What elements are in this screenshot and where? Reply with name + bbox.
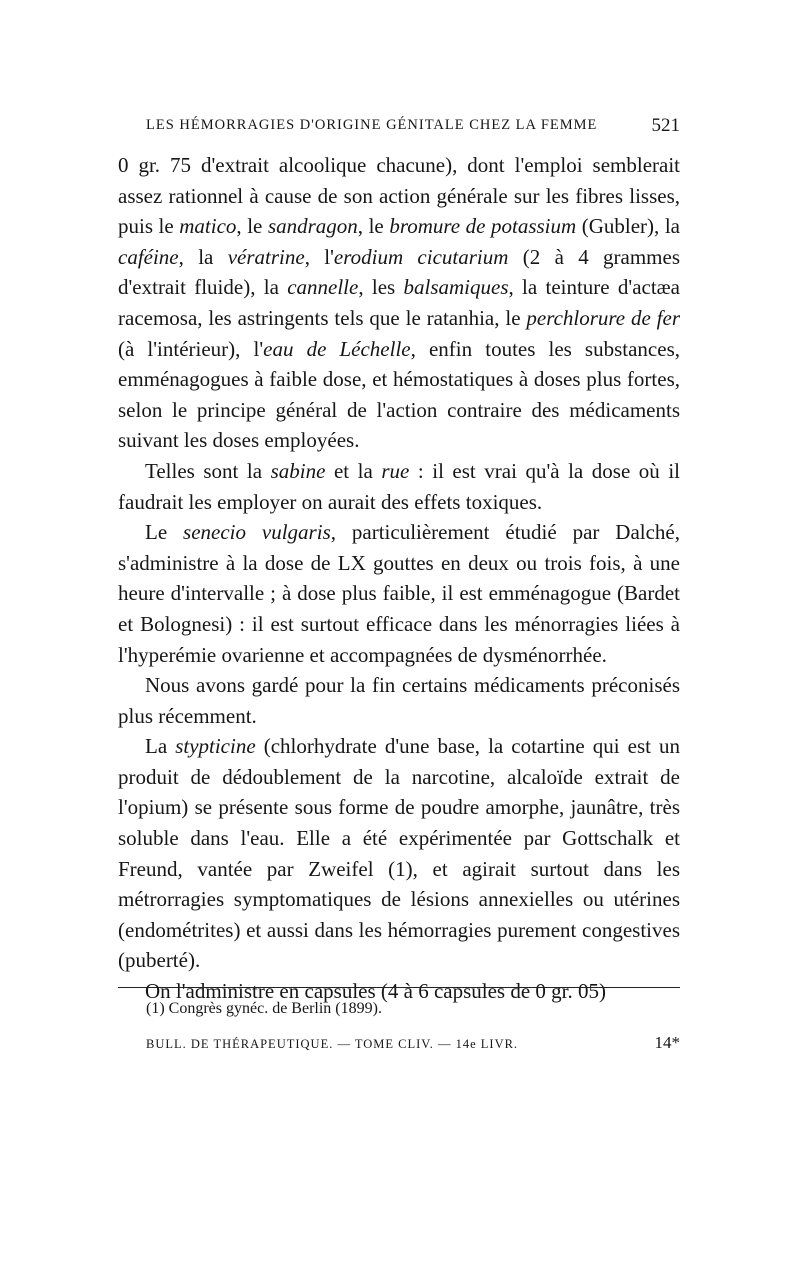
text-run: , particulièrement étudié par Dalché, s'administre à la dose de LX gouttes en deux ou trois fois, à une heure d'intervalle ; à dose plus faible, il est emménagogue (Bardet et Bolognesi) : il est surtout efficace dans les ménorragies liées à l'hyperémie ovarienne et accompagnées de dysménorrhée. — [118, 520, 680, 667]
text-run: , les — [358, 275, 404, 300]
text-run: Telles sont la — [145, 458, 271, 483]
text-run: Nous avons gardé pour la fin certains médicaments préconisés plus récemment. — [118, 673, 680, 728]
footnote: (1) Congrès gynéc. de Berlin (1899). — [146, 1000, 382, 1017]
italic-term: eau de Léchelle — [263, 336, 411, 361]
italic-term: vératrine — [227, 244, 305, 269]
text-run: , la teinture d'actæa racemosa, les astringents tels que le ratanhia, le — [118, 275, 681, 330]
text-run: et la — [325, 458, 382, 483]
paragraph — [118, 731, 680, 976]
running-header — [144, 117, 680, 137]
text-run: , la — [178, 244, 228, 269]
text-run: 0 gr. 75 d'extrait alcoolique chacune), dont l'emploi semblerait assez rationnel à cause de son action générale sur les fibres lisses, puis le — [118, 153, 680, 239]
text-run: , le — [236, 214, 268, 239]
text-run: (Gubler), la — [576, 214, 680, 239]
paragraph — [118, 150, 680, 456]
signature-mark: 14* — [654, 1033, 680, 1052]
italic-term: senecio vulgaris — [183, 520, 331, 545]
italic-term: bromure de potassium — [389, 214, 577, 239]
text-run: , enfin toutes les substances, emménagogues à faible dose, et hémostatiques à doses plus fortes, selon le principe général de l'action contraire des médicaments suivant les doses employées. — [118, 336, 680, 453]
italic-term: stypticine — [175, 734, 256, 759]
text-run: (2 à 4 grammes d'extrait fluide), la — [118, 244, 681, 300]
text-run: (à l'intérieur), l' — [118, 336, 264, 361]
italic-term: caféine — [118, 244, 179, 269]
signature-line — [146, 1035, 680, 1055]
italic-term: rue — [381, 458, 410, 483]
text-run: : il est vrai qu'à la dose où il faudrait les employer on aurait des effets toxiques. — [118, 458, 681, 514]
signature-journal: BULL. DE THÉRAPEUTIQUE. — TOME CLIV. — 14e LIVR. — [146, 1037, 519, 1051]
footnote-rule — [118, 987, 680, 988]
running-title: LES HÉMORRAGIES D'ORIGINE GÉNITALE CHEZ LA FEMME — [146, 117, 598, 133]
italic-term: matico — [179, 214, 237, 239]
page-number: 521 — [651, 115, 680, 136]
text-run: (chlorhydrate d'une base, la cotartine qui est un produit de dédoublement de la narcotine, alcaloïde extrait de l'opium) se présente sous forme de poudre amorphe, jaunâtre, très soluble dans l'eau. Elle a été expérimentée par Gottschalk et Freund, vantée par Zweifel (1), et agirait surtout dans les métrorragies symptomatiques de lésions annexielles ou utérines (endométrites) et aussi dans les hémorragies purement congestives (puberté). — [118, 734, 680, 973]
text-run: , le — [357, 214, 390, 239]
paragraph — [118, 456, 680, 517]
text-run: La — [145, 734, 176, 759]
italic-term: sandragon — [267, 214, 358, 239]
italic-term: erodium cicutarium — [333, 244, 509, 269]
italic-term: balsamiques — [403, 275, 509, 300]
body-text — [118, 150, 680, 1007]
italic-term: cannelle — [287, 275, 359, 300]
paragraph — [118, 670, 680, 731]
text-run: On l'administre en capsules (4 à 6 capsules de 0 gr. 05) — [145, 979, 606, 1004]
text-run: Le — [145, 520, 184, 545]
italic-term: sabine — [270, 458, 326, 483]
paragraph — [118, 517, 680, 670]
italic-term: perchlorure de fer — [526, 305, 680, 330]
text-run: , l' — [304, 244, 334, 269]
